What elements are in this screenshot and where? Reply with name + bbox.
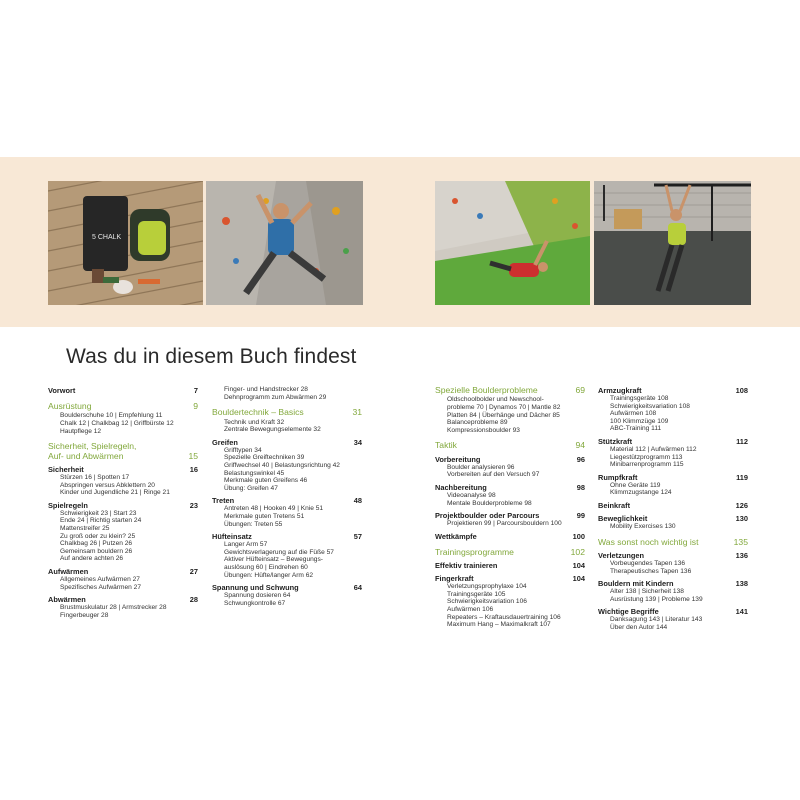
- toc-subentry: Maximum Hang – Maximalkraft 107: [447, 621, 551, 629]
- toc-chapter-title: Taktik: [435, 440, 457, 451]
- toc-page-number: 141: [735, 607, 748, 617]
- svg-text:5 CHALK: 5 CHALK: [92, 234, 122, 241]
- toc-page-number: 23: [189, 500, 198, 510]
- toc-page-number: 15: [188, 450, 198, 461]
- toc-chapter: [598, 538, 748, 547]
- toc-section-title: Wichtige Begriffe: [598, 607, 659, 617]
- toc-section: [48, 386, 198, 395]
- toc-chapter: [48, 402, 198, 411]
- toc-column-3: [435, 386, 585, 629]
- toc-chapter-title: Bouldertechnik – Basics: [212, 407, 304, 418]
- toc-chapter: [435, 441, 585, 450]
- toc-section-title: Verletzungen: [598, 550, 644, 560]
- toc-section-title: Abwärmen: [48, 595, 86, 605]
- toc-subentry: Spezielle Greiftechniken 39: [224, 454, 305, 462]
- toc-subentry: Chalkbag 26 | Putzen 26: [60, 540, 133, 548]
- toc-column-2: [212, 386, 362, 607]
- toc-page-number: 126: [735, 500, 748, 510]
- toc-subentry: Zentrale Bewegungselemente 32: [224, 426, 321, 434]
- toc-chapter-title: Sicherheit, Spielregeln, Auf- und Abwärmen: [48, 441, 137, 461]
- toc-section: [598, 514, 748, 523]
- toc-section-title: Spielregeln: [48, 500, 88, 510]
- toc-subentry: Trainingsgeräte 108: [610, 395, 669, 402]
- toc-section-title: Wettkämpfe: [435, 531, 477, 541]
- toc-page-number: 130: [735, 513, 748, 523]
- toc-section: [435, 511, 585, 520]
- toc-section-title: Bouldern mit Kindern: [598, 579, 674, 589]
- toc-section: [435, 574, 585, 583]
- toc-subentry: Aufwärmen 108: [610, 410, 657, 418]
- toc-section-title: Aufwärmen: [48, 566, 89, 576]
- toc-section-title: Vorwort: [48, 386, 76, 395]
- toc-subentry: Technik und Kraft 32: [224, 418, 285, 426]
- toc-subentry: Kompressionsboulder 93: [447, 426, 520, 434]
- toc-section: [435, 532, 585, 541]
- toc-section: [598, 386, 748, 395]
- toc-subentry: Merkmale guten Tretens 51: [224, 512, 305, 520]
- toc-subentry: Finger- und Handstrecker 28: [224, 386, 308, 393]
- toc-page-number: 96: [576, 454, 585, 464]
- toc-subentry: probleme 70 | Dynamos 70 | Mantle 82: [447, 404, 561, 411]
- toc-subentry: Gewichtsverlagerung auf die Füße 57: [224, 548, 334, 556]
- toc-subentry: Übungen: Hüfte/langer Arm 62: [224, 571, 314, 579]
- toc-subentry: Langer Arm 57: [224, 541, 268, 549]
- toc-subentry: Oldschoolbolder und Newschool-: [447, 396, 544, 404]
- toc-page-number: 16: [189, 465, 198, 474]
- toc-page-number: 138: [735, 579, 748, 589]
- toc-page-number: 94: [575, 440, 585, 451]
- toc-page-number: 69: [575, 385, 585, 395]
- toc-section: [48, 465, 198, 474]
- toc-section: [598, 437, 748, 446]
- page-title: Was du in diesem Buch findest: [66, 345, 357, 368]
- toc-subentry: Aufwärmen 106: [447, 605, 494, 613]
- toc-subentry: Brustmuskulatur 28 | Armstrecker 28: [60, 604, 167, 612]
- toc-page-number: 9: [193, 401, 198, 411]
- toc-page-number: 104: [572, 561, 585, 571]
- toc-subentry: Grifftypen 34: [224, 446, 262, 454]
- hanging-training-photo: [594, 181, 751, 305]
- toc-page-number: 28: [189, 595, 198, 605]
- toc-subentry: Merkmale guten Greifens 46: [224, 477, 308, 485]
- toc-subentry: Übung: Greifen 47: [224, 484, 278, 492]
- toc-page-number: 48: [353, 496, 362, 506]
- toc-subentry: Belastungswinkel 45: [224, 469, 285, 477]
- toc-subentry: Alter 138 | Sicherheit 138: [610, 588, 684, 596]
- toc-section: [598, 473, 748, 482]
- toc-subentry: Ende 24 | Richtig starten 24: [60, 517, 142, 525]
- toc-section: [48, 595, 198, 604]
- toc-subentry: Auf andere achten 26: [60, 555, 124, 563]
- toc-page-number: 100: [572, 531, 585, 541]
- toc-section-title: Stützkraft: [598, 436, 633, 446]
- toc-subentry: Übungen: Treten 55: [224, 520, 283, 528]
- toc-subentry: Balanceprobleme 89: [447, 419, 508, 427]
- toc-section-title: Fingerkraft: [435, 574, 474, 584]
- toc-section: [598, 501, 748, 510]
- toc-subentry: Hautpflege 12: [60, 427, 102, 435]
- chalk-bag-and-gear-photo: [48, 181, 203, 305]
- toc-section-title: Projektboulder oder Parcours: [435, 511, 540, 521]
- toc-chapter-title: Trainingsprogramme: [435, 546, 514, 557]
- toc-subentry: Boulderschuhe 10 | Empfehlung 11: [60, 412, 163, 420]
- toc-subentry: Mattenstreifer 25: [60, 524, 110, 532]
- toc-subentry: Mentale Boulderprobleme 98: [447, 499, 532, 507]
- toc-subentry: Zu groß oder zu klein? 25: [60, 532, 136, 540]
- toc-page-number: 104: [572, 574, 585, 584]
- toc-chapter: [435, 548, 585, 557]
- toc-subentry: Repeaters – Kraftausdauertraining 106: [447, 613, 561, 621]
- toc-section-title: Hüfteinsatz: [212, 532, 252, 542]
- toc-page-number: 64: [353, 583, 362, 593]
- toc-subentry: ABC-Training 111: [610, 425, 662, 433]
- toc-subentry: Dehnprogramm zum Abwärmen 29: [224, 393, 327, 401]
- toc-page-number: 102: [570, 546, 585, 557]
- toc-subentry: Minibarrenprogramm 115: [610, 461, 684, 469]
- toc-subentry: Gemeinsam bouldern 26: [60, 547, 133, 555]
- toc-page-number: 119: [736, 472, 748, 482]
- toc-subentry: Projektieren 99 | Parcoursbouldern 100: [447, 520, 562, 528]
- toc-section: [598, 579, 748, 588]
- toc-subentry: Allgemeines Aufwärmen 27: [60, 575, 140, 583]
- toc-subentry: Griffwechsel 40 | Belastungsrichtung 42: [224, 461, 340, 469]
- toc-subentry: Platten 84 | Überhänge und Dächer 85: [447, 411, 560, 419]
- toc-section-title: Beweglichkeit: [598, 513, 648, 523]
- toc-section: [212, 438, 362, 447]
- toc-chapter-title: Was sonst noch wichtig ist: [598, 536, 699, 547]
- toc-subentry: Ausrüstung 139 | Probleme 139: [610, 595, 703, 603]
- toc-section-title: Sicherheit: [48, 465, 84, 474]
- toc-chapter: [435, 386, 585, 395]
- toc-section-title: Greifen: [212, 437, 238, 447]
- toc-subentry: Therapeutisches Tapen 136: [610, 567, 692, 575]
- toc-section-title: Effektiv trainieren: [435, 561, 498, 571]
- toc-chapter: [212, 408, 362, 417]
- toc-section: [212, 532, 362, 541]
- toc-section: [48, 501, 198, 510]
- toc-page-number: 112: [736, 436, 748, 446]
- toc-subentry: auslösung 60 | Eindrehen 60: [224, 563, 308, 571]
- toc-page-number: 136: [735, 550, 748, 560]
- toc-subentry: Spannung dosieren 64: [224, 592, 291, 600]
- toc-subentry: Schwierigkeitsvariation 108: [610, 402, 690, 410]
- toc-subentry: Danksagung 143 | Literatur 143: [610, 616, 703, 624]
- toc-page-number: 34: [353, 437, 362, 447]
- toc-chapter-title: Spezielle Boulderprobleme: [435, 385, 538, 395]
- toc-subentry: Antreten 48 | Hooken 49 | Knie 51: [224, 505, 324, 513]
- toc-section: [435, 561, 585, 570]
- toc-subentry: Aktiver Hüfteinsatz – Bewegungs-: [224, 556, 323, 564]
- toc-section: [212, 496, 362, 505]
- toc-subentry: Material 112 | Aufwärmen 112: [610, 445, 697, 453]
- toc-section: [212, 583, 362, 592]
- toc-section: [598, 551, 748, 560]
- toc-section-title: Rumpfkraft: [598, 472, 638, 482]
- toc-page-number: 108: [735, 386, 748, 395]
- toc-section-title: Treten: [212, 496, 235, 506]
- toc-subentry: Trainingsgeräte 105: [447, 590, 506, 598]
- toc-chapter-title: Ausrüstung: [48, 401, 92, 411]
- toc-subentry: Schwungkontrolle 67: [224, 599, 286, 607]
- toc-subentry: Stürzen 16 | Spotten 17: [60, 474, 130, 481]
- toc-subentry: Liegestützprogramm 113: [610, 453, 683, 461]
- toc-page-number: 98: [576, 482, 585, 492]
- toc-subentry: Ohne Geräte 119: [610, 481, 661, 489]
- toc-chapter: [48, 442, 198, 461]
- toc-subentry: Vorbereiten auf den Versuch 97: [447, 471, 540, 479]
- toc-subentry: Klimmzugstange 124: [610, 489, 672, 497]
- climber-on-wall-photo: [206, 181, 363, 305]
- toc-subentry: Spezifisches Aufwärmen 27: [60, 583, 141, 591]
- toc-subentry: Mobility Exercises 130: [610, 522, 676, 530]
- toc-subentry: Vorbeugendes Tapen 136: [610, 559, 686, 567]
- toc-subentry: Verletzungsprophylaxe 104: [447, 583, 527, 591]
- toc-section: [48, 567, 198, 576]
- toc-column-1: [48, 386, 198, 619]
- toc-subentry: Fingerbeuger 28: [60, 611, 109, 619]
- toc-section-title: Armzugkraft: [598, 386, 642, 395]
- toc-page-number: 135: [733, 536, 748, 547]
- boulder-hall-photo: [435, 181, 590, 305]
- toc-subentry: 100 Klimmzüge 109: [610, 417, 669, 425]
- toc-subentry: Über den Autor 144: [610, 623, 668, 631]
- toc-page-number: 7: [193, 386, 198, 395]
- toc-section: [435, 455, 585, 464]
- toc-subentry: Boulder analysieren 96: [447, 463, 515, 471]
- toc-page-number: 31: [352, 407, 362, 418]
- toc-section-title: Spannung und Schwung: [212, 583, 299, 593]
- toc-page-number: 57: [353, 532, 362, 542]
- toc-subentry: Chalk 12 | Chalkbag 12 | Griffbürste 12: [60, 420, 174, 427]
- toc-subentry: Schwierigkeitsvariation 106: [447, 598, 527, 606]
- toc-section: [435, 483, 585, 492]
- toc-subentry: Videoanalyse 98: [447, 491, 496, 499]
- toc-subentry: Abspringen versus Abklettern 20: [60, 481, 155, 489]
- toc-column-4: [598, 386, 748, 632]
- toc-section-title: Beinkraft: [598, 500, 631, 510]
- toc-section-title: Vorbereitung: [435, 454, 481, 464]
- toc-subentry: Kinder und Jugendliche 21 | Ringe 21: [60, 489, 170, 497]
- toc-page-number: 99: [576, 511, 585, 521]
- toc-section-title: Nachbereitung: [435, 482, 487, 492]
- toc-subentry: Schwierigkeit 23 | Start 23: [60, 509, 137, 517]
- toc-page-number: 27: [189, 566, 198, 576]
- toc-section: [598, 607, 748, 616]
